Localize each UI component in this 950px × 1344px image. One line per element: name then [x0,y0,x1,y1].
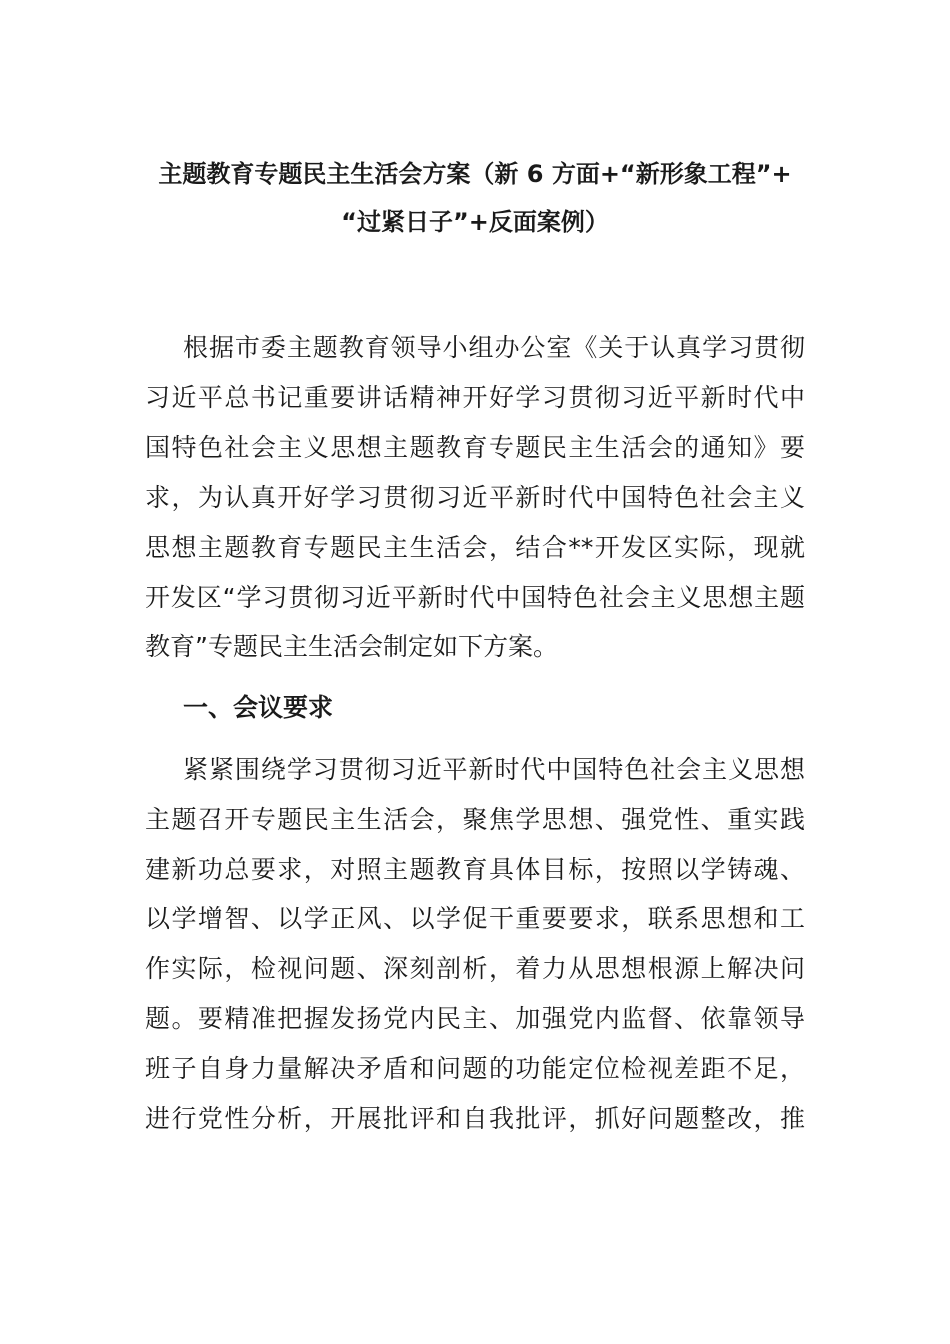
paragraph-2-line: 作实际，检视问题、深刻剖析，着力从思想根源上解决问 [145,954,805,983]
paragraph-2-line: 主题召开专题民主生活会，聚焦学思想、强党性、重实践 [145,805,805,834]
document-title-line-1: 主题教育专题民主生活会方案（新 6 方面+“新形象工程”+ [158,160,792,188]
paragraph-1-line: 国特色社会主义思想主题教育专题民主生活会的通知》要 [145,433,805,462]
paragraph-2-line: 题。要精准把握发扬党内民主、加强党内监督、依靠领导 [145,1004,805,1033]
paragraph-2-line: 以学增智、以学正风、以学促干重要要求，联系思想和工 [145,904,805,933]
document-title-line-2: “过紧日子”+反面案例） [341,208,609,236]
paragraph-1-line: 习近平总书记重要讲话精神开好学习贯彻习近平新时代中 [145,383,805,412]
section-1-heading: 一、会议要求 [183,693,334,722]
paragraph-2-line: 紧紧围绕学习贯彻习近平新时代中国特色社会主义思想 [183,755,805,784]
paragraph-1-line: 思想主题教育专题民主生活会，结合**开发区实际，现就 [145,533,805,562]
paragraph-2-line: 建新功总要求，对照主题教育具体目标，按照以学铸魂、 [145,855,805,884]
paragraph-2-line: 班子自身力量解决矛盾和问题的功能定位检视差距不足， [145,1054,805,1083]
paragraph-1-line: 教育”专题民主生活会制定如下方案。 [145,632,558,661]
paragraph-1-line: 根据市委主题教育领导小组办公室《关于认真学习贯彻 [183,333,805,362]
paragraph-1-line: 求，为认真开好学习贯彻习近平新时代中国特色社会主义 [145,483,805,512]
paragraph-1-line: 开发区“学习贯彻习近平新时代中国特色社会主义思想主题 [145,583,805,612]
paragraph-2-line: 进行党性分析，开展批评和自我批评，抓好问题整改，推 [145,1104,805,1133]
